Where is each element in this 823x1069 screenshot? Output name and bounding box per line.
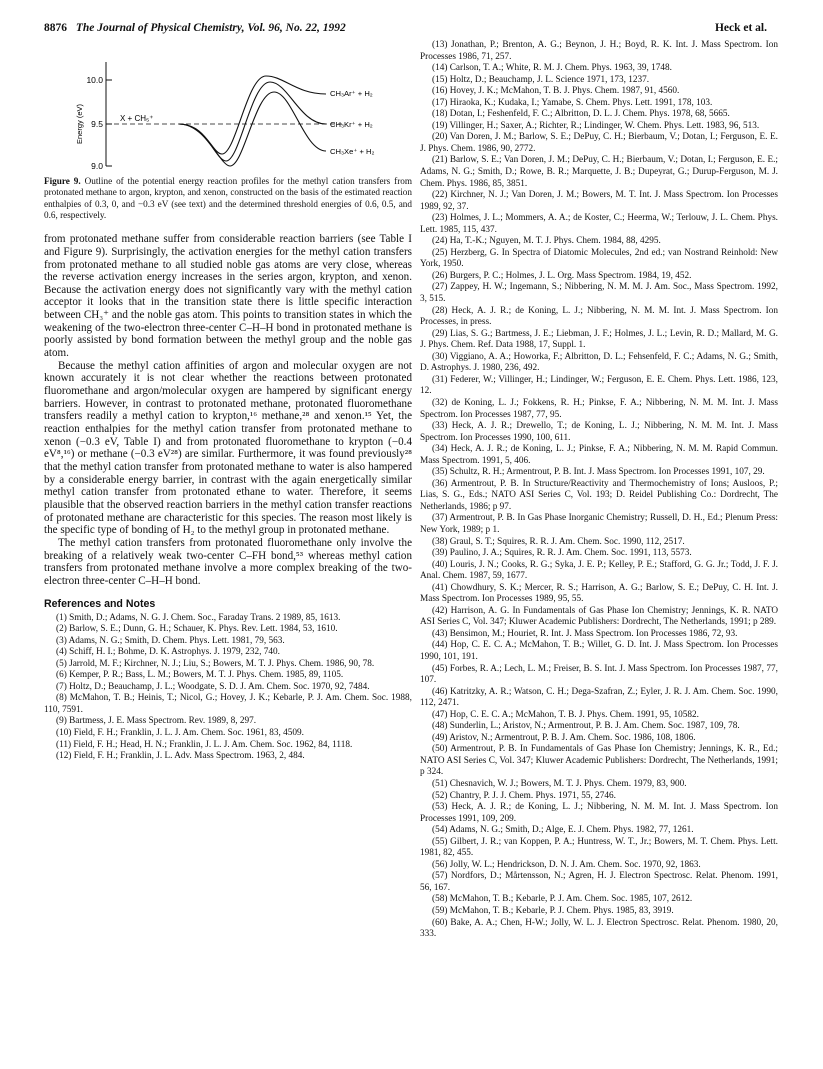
reference-item: (39) Paulino, J. A.; Squires, R. R. J. Am. Chem. Soc. 1991, 113, 5573. bbox=[432, 548, 692, 559]
reference-item: (22) Kirchner, N. J.; Van Doren, J. M.; Bowers, M. T. Int. J. Mass Spectrom. Ion Processes 1989, 92, 37. bbox=[420, 190, 778, 212]
reference-item: (60) Bake, A. A.; Chen, H-W.; Jolly, W. L. J. Electron Spectrosc. Relat. Phenom. 1980, 20, 333. bbox=[420, 917, 778, 940]
reference-item: (30) Viggiano, A. A.; Howorka, F.; Albritton, D. L.; Fehsenfeld, F. C.; Adams, N. G.; Smith, D. Astrophys. J. 1980, 236, 492. bbox=[420, 351, 778, 374]
reference-item: (38) Graul, S. T.; Squires, R. R. J. Am. Chem. Soc. 1990, 112, 2517. bbox=[432, 536, 685, 547]
product-label-xenon: CH₃Xe⁺ + H₂ bbox=[330, 147, 375, 156]
reference-item: (8) McMahon, T. B.; Heinis, T.; Nicol, G.; Hovey, J. K.; Kebarle, P. J. Am. Chem. Soc. 1988, 110, 7591. bbox=[44, 693, 412, 715]
page-number: 8876 bbox=[44, 22, 67, 34]
reference-item: (46) Katritzky, A. R.; Watson, C. H.; Dega-Szafran, Z.; Eyler, J. R. J. Am. Chem. Soc. 1990, 112, 2471. bbox=[420, 686, 778, 709]
reference-item: (42) Harrison, A. G. In Fundamentals of Gas Phase Ion Chemistry; Jennings, K. R. NATO ASI Series C, Vol. 347; Kluwer Academic Publishers: Dordrecht, The Netherlands, 1991; p 289. bbox=[420, 605, 778, 628]
reference-item: (55) Gilbert, J. R.; van Koppen, P. A.; Huntress, W. T., Jr.; Bowers, M. T. Chem. Phys. Lett. 1981, 82, 455. bbox=[420, 836, 778, 859]
reference-item: (27) Zappey, H. W.; Ingemann, S.; Nibbering, N. M. M. J. Am. Soc., Mass Spectrom. 1992, 3, 515. bbox=[420, 282, 778, 305]
reference-item: (33) Heck, A. J. R.; Drewello, T.; de Koning, L. J.; Nibbering, N. M. M. Int. J. Mass Spectrom. Ion Processes 1990, 100, 611. bbox=[420, 421, 778, 443]
reference-item: (36) Armentrout, P. B. In Structure/Reactivity and Thermochemistry of Ions; Ausloos, P.; Lias, S. G., Eds.; NATO ASI Series C, Vol. 193; D. Reidel Publishing Co.: Dordrecht, The Netherlands, 1986; p 97. bbox=[420, 478, 778, 512]
reference-item: (34) Heck, A. J. R.; de Koning, L. J.; Pinkse, F. A.; Nibbering, N. M. M. Rapid Commun. Mass Spectrom. 1991, 5, 406. bbox=[420, 444, 778, 466]
reference-item: (41) Chowdhury, S. K.; Mercer, R. S.; Harrison, A. G.; Barlow, S. E.; DePuy, C. H. Int. J. Mass Spectrom. Ion Processes 1989, 95, 55. bbox=[420, 582, 778, 605]
reference-item: (13) Jonathan, P.; Brenton, A. G.; Beynon, J. H.; Boyd, R. K. Int. J. Mass Spectrom. Ion Processes 1986, 71, 257. bbox=[420, 40, 778, 62]
reference-item: (43) Bensimon, M.; Houriet, R. Int. J. Mass Spectrom. Ion Processes 1986, 72, 93. bbox=[432, 628, 738, 639]
reference-item: (20) Van Doren, J. M.; Barlow, S. E.; DePuy, C. H.; Bierbaum, V.; Dotan, I.; Ferguson, E. E. J. Phys. Chem. 1986, 90, 2772. bbox=[420, 132, 778, 154]
reference-item: (53) Heck, A. J. R.; de Koning, L. J.; Nibbering, N. M. M. Int. J. Mass Spectrom. Ion Processes 1991, 109, 209. bbox=[420, 802, 778, 824]
reference-item: (51) Chesnavich, W. J.; Bowers, M. T. J. Phys. Chem. 1979, 83, 900. bbox=[432, 779, 687, 789]
reference-item: (21) Barlow, S. E.; Van Doren, J. M.; DePuy, C. H.; Bierbaum, V.; Dotan, I.; Ferguson, E. E.; Adams, N. G.; Smith, D.; Rowe, B. R.; Marquette, J. B.; Dupeyrat, G.; Durup-Ferguson, M. J. Chem. Phys. 1986, 85, 3851. bbox=[420, 155, 778, 189]
reference-item: (45) Forbes, R. A.; Lech, L. M.; Freiser, B. S. Int. J. Mass Spectrom. Ion Processes 1987, 77, 107. bbox=[420, 663, 778, 686]
reference-item: (16) Hovey, J. K.; McMahon, T. B. J. Phys. Chem. 1987, 91, 4560. bbox=[432, 86, 680, 97]
running-author: Heck et al. bbox=[714, 22, 767, 34]
reference-item: (5) Jarrold, M. F.; Kirchner, N. J.; Liu, S.; Bowers, M. T. J. Phys. Chem. 1986, 90, 78. bbox=[56, 658, 375, 669]
reference-item: (25) Herzberg, G. In Spectra of Diatomic Molecules, 2nd ed.; van Nostrand Reinhold: New York, 1950. bbox=[420, 247, 778, 270]
reference-item: (1) Smith, D.; Adams, N. G. J. Chem. Soc., Faraday Trans. 2 1989, 85, 1613. bbox=[56, 612, 341, 623]
reference-item: (49) Aristov, N.; Armentrout, P. B. J. Am. Chem. Soc. 1986, 108, 1806. bbox=[432, 732, 696, 743]
reference-item: (18) Dotan, I.; Feshenfeld, F. C.; Albritton, D. L. J. Chem. Phys. 1978, 68, 5665. bbox=[432, 109, 730, 120]
reference-item: (57) Nordfors, D.; Mårtensson, N.; Agren, H. J. Electron Spectrosc. Relat. Phenom. 1991, 56, 167. bbox=[420, 871, 778, 893]
reference-item: (29) Lias, S. G.; Bartmess, J. E.; Liebman, J. F.; Holmes, J. L.; Levin, R. D.; Mallard, M. G. J. Phys. Chem. Ref. Data 1988, 17, Suppl. 1. bbox=[420, 328, 778, 351]
reference-item: (7) Holtz, D.; Beauchamp, J. L.; Woodgate, S. D. J. Am. Chem. Soc. 1970, 92, 7484. bbox=[56, 681, 370, 692]
reference-item: (15) Holtz, D.; Beauchamp, J. L. Science 1971, 173, 1237. bbox=[432, 74, 650, 85]
body-paragraph: from protonated methane suffer from considerable reaction barriers (see Table I and Figure 9). Surprisingly, the activation energies for the methyl cation transfers from protonated methane to all studied noble gas atoms are very close, whereas the reverse activation energy increases in the series argon, krypton, and xenon. Because the activation energy does not significantly vary with the methyl cation acceptor it looks that in the transition state there is little specific interaction between CH₃⁺ and the noble gas atom. This points to transition states in which the weakening of the two-electron three-center C–H–H bond in protonated methane is poorly assisted by bond formation between the methyl group and the noble gas atom. bbox=[44, 233, 412, 360]
reference-item: (19) Villinger, H.; Saxer, A.; Richter, R.; Lindinger, W. Chem. Phys. Lett. 1983, 96, 513. bbox=[432, 120, 760, 131]
reference-item: (37) Armentrout, P. B. In Gas Phase Inorganic Chemistry; Russell, D. H., Ed.; Plenum Press: New York, 1989; p 1. bbox=[420, 513, 778, 535]
product-label-argon: CH₃Ar⁺ + H₂ bbox=[330, 89, 373, 98]
profile-argon bbox=[179, 76, 326, 154]
reference-item: (35) Schultz, R. H.; Armentrout, P. B. Int. J. Mass Spectrom. Ion Processes 1991, 107, 29. bbox=[432, 467, 765, 478]
reference-item: (47) Hop, C. E. C. A.; McMahon, T. B. J. Phys. Chem. 1991, 95, 10582. bbox=[432, 709, 699, 720]
reference-item: (17) Hiraoka, K.; Kudaka, I.; Yamabe, S. Chem. Phys. Lett. 1991, 178, 103. bbox=[432, 97, 713, 108]
page-header bbox=[44, 22, 767, 38]
reference-item: (3) Adams, N. G.; Smith, D. Chem. Phys. Lett. 1981, 79, 563. bbox=[56, 635, 285, 646]
reactant-label: X + CH₅⁺ bbox=[120, 114, 154, 123]
tick-label-9.5: 9.5 bbox=[91, 119, 103, 129]
reference-item: (2) Barlow, S. E.; Dunn, G. H.; Schauer, K. Phys. Rev. Lett. 1984, 53, 1610. bbox=[56, 624, 338, 635]
reference-item: (12) Field, F. H.; Franklin, J. L. Adv. Mass Spectrom. 1963, 2, 484. bbox=[56, 751, 305, 762]
caption-text: Outline of the potential energy reaction profiles for the methyl cation transfers from protonated methane to argon, krypton, and xenon, constructed on the basis of the estimated reaction enthalpies of 0.3, 0, and −0.3 eV (see text) and the determined threshold energies of 0.6, 0.5, and 0.6, respectively. bbox=[44, 176, 413, 220]
references-heading: References and Notes bbox=[44, 597, 156, 610]
figure-caption bbox=[44, 176, 412, 221]
caption-label: Figure 9. bbox=[44, 176, 81, 186]
reference-item: (28) Heck, A. J. R.; de Koning, L. J.; Nibbering, N. M. M. Int. J. Mass Spectrom. Ion Processes, in press. bbox=[420, 305, 778, 328]
energy-profile-plot bbox=[44, 54, 412, 172]
body-paragraph: Because the methyl cation affinities of argon and molecular oxygen are not known accurately it is not clear whether the reactions between protonated fluoromethane and argon/molecular oxygen are hampered by significant energy barriers. However, in contrast to protonated methane, protonated fluoromethane transfers readily a methyl cation to krypton,¹⁶ methane,²⁸ and xenon.¹⁵ Yet, the reaction enthalpies for the methyl cation transfer from protonated methane to xenon (−0.3 eV, Table I) and from protonated fluoromethane to krypton (−0.4 eV⁸,¹⁶) or methane (−0.3 eV²⁸) are similar. Furthermore, it was found previously²⁸ that the methyl cation transfer from protonated methane to water is also hampered by a considerable energy barrier, in contrast with the again energetically similar methyl cation transfer from protonated ethane to water. Therefore, it seems plausible that the observed reaction barriers in the methyl cation transfer reactions of protonated methane are characteristic for this species. The reason most likely is the specific type of bonding of H₂ to the methyl group in protonated methane. bbox=[44, 359, 412, 537]
reference-item: (40) Louris, J. N.; Cooks, R. G.; Syka, J. E. P.; Kelley, P. E.; Stafford, G. G. Jr.; Todd, J. F. J. Anal. Chem. 1987, 59, 1677. bbox=[420, 559, 778, 582]
reference-item: (59) McMahon, T. B.; Kebarle, P. J. Chem. Phys. 1985, 83, 3919. bbox=[432, 906, 674, 917]
reference-item: (52) Chantry, P. J. J. Chem. Phys. 1971, 55, 2746. bbox=[432, 790, 616, 801]
references-list-left bbox=[44, 613, 412, 763]
journal-title: The Journal of Physical Chemistry, Vol. 96, No. 22, 1992 bbox=[75, 22, 346, 34]
reference-item: (48) Sunderlin, L.; Aristov, N.; Armentrout, P. B. J. Am. Chem. Soc. 1987, 109, 78. bbox=[432, 721, 740, 732]
references-list-right bbox=[420, 40, 778, 941]
reference-item: (14) Carlson, T. A.; White, R. M. J. Chem. Phys. 1963, 39, 1748. bbox=[432, 63, 672, 74]
reference-item: (9) Bartmess, J. E. Mass Spectrom. Rev. 1989, 8, 297. bbox=[56, 716, 257, 727]
reference-item: (44) Hop, C. E. C. A.; McMahon, T. B.; Willet, G. D. Int. J. Mass Spectrom. Ion Processes 1990, 101, 191. bbox=[420, 640, 778, 662]
tick-label-9: 9.0 bbox=[91, 161, 103, 171]
reference-item: (11) Field, F. H.; Head, H. N.; Franklin, J. L. J. Am. Chem. Soc. 1962, 84, 1118. bbox=[56, 739, 353, 750]
left-column bbox=[44, 46, 412, 763]
reference-item: (26) Burgers, P. C.; Holmes, J. L. Org. Mass Spectrom. 1984, 19, 452. bbox=[432, 270, 692, 281]
right-column bbox=[420, 40, 778, 941]
reference-item: (50) Armentrout, P. B. In Fundamentals of Gas Phase Ion Chemistry; Jennings, K. R., Ed.; NATO ASI Series C, Vol. 347; Kluwer Academic Publishers: Dordrecht, The Netherlands, 1991; p 324. bbox=[420, 744, 778, 778]
reference-item: (6) Kemper, P. R.; Bass, L. M.; Bowers, M. T. J. Phys. Chem. 1985, 89, 1105. bbox=[56, 670, 344, 681]
reference-item: (54) Adams, N. G.; Smith, D.; Alge, E. J. Chem. Phys. 1982, 77, 1261. bbox=[432, 825, 694, 836]
reference-item: (23) Holmes, J. L.; Mommers, A. A.; de Koster, C.; Heerma, W.; Terlouw, J. L. Chem. Phys. Lett. 1985, 115, 437. bbox=[420, 213, 778, 235]
product-label-krypton: CH₃Kr⁺ + H₂ bbox=[330, 120, 373, 129]
reference-item: (56) Jolly, W. L.; Hendrickson, D. N. J. Am. Chem. Soc. 1970, 92, 1863. bbox=[432, 859, 701, 870]
body-paragraph: The methyl cation transfers from protonated fluoromethane only involve the breaking of a relatively weak two-center C–FH bond,⁵³ whereas methyl cation transfers from protonated methane involve a more complex breaking of the two-electron three-center C–H–H bond. bbox=[44, 536, 412, 587]
y-axis-label: Energy (eV) bbox=[75, 103, 84, 145]
figure-9 bbox=[44, 54, 412, 172]
reference-item: (4) Schiff, H. I.; Bohme, D. K. Astrophys. J. 1979, 232, 740. bbox=[56, 647, 280, 658]
reference-item: (31) Federer, W.; Villinger, H.; Lindinger, W.; Ferguson, E. E. Chem. Phys. Lett. 1986, 123, 12. bbox=[420, 374, 778, 397]
tick-label-10: 10.0 bbox=[86, 75, 103, 85]
reference-item: (32) de Koning, L. J.; Fokkens, R. H.; Pinkse, F. A.; Nibbering, N. M. M. Int. J. Mass Spectrom. Ion Processes 1987, 77, 95. bbox=[420, 397, 778, 420]
body-text bbox=[44, 233, 412, 587]
reference-item: (10) Field, F. H.; Franklin, J. L. J. Am. Chem. Soc. 1961, 83, 4509. bbox=[56, 728, 304, 739]
reference-item: (58) McMahon, T. B.; Kebarle, P. J. Am. Chem. Soc. 1985, 107, 2612. bbox=[432, 894, 693, 905]
reference-item: (24) Ha, T.-K.; Nguyen, M. T. J. Phys. Chem. 1984, 88, 4295. bbox=[432, 236, 661, 247]
